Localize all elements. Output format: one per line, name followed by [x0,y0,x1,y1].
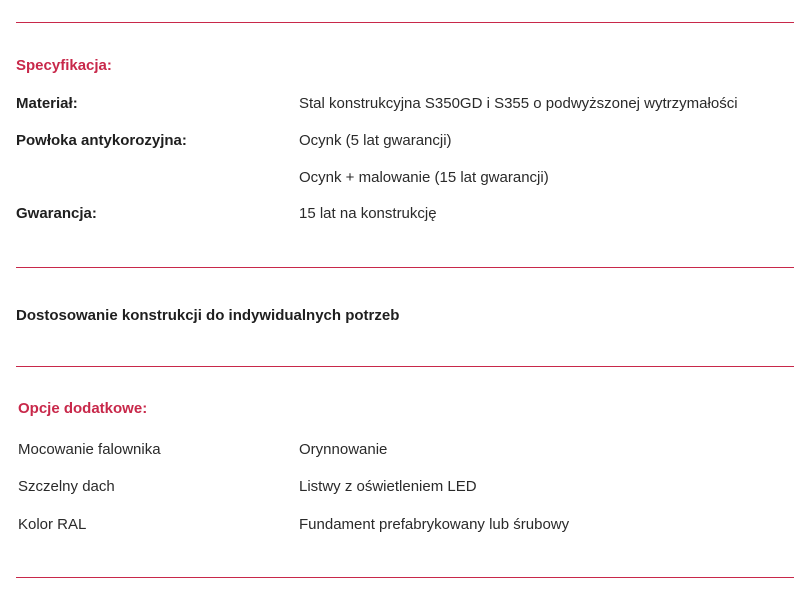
coating-label: Powłoka antykorozyjna: [16,132,187,149]
material-value: Stal konstrukcyjna S350GD i S355 o podwyższonej wytrzymałości [299,95,738,112]
warranty-value: 15 lat na konstrukcję [299,205,437,222]
spec-heading: Specyfikacja: [16,57,112,74]
divider-bottom [16,577,794,578]
coating-value-2: Ocynk + malowanie (15 lat gwarancji) [299,169,549,186]
material-label: Materiał: [16,95,78,112]
customization-text: Dostosowanie konstrukcji do indywidualnych potrzeb [16,307,400,324]
divider-middle-2 [16,366,794,367]
options-heading: Opcje dodatkowe: [18,400,148,417]
divider-middle-1 [16,267,794,268]
option-right-2: Listwy z oświetleniem LED [299,478,477,495]
coating-value-1: Ocynk (5 lat gwarancji) [299,132,452,149]
warranty-label: Gwarancja: [16,205,97,222]
option-left-1: Mocowanie falownika [18,441,161,458]
divider-top [16,22,794,23]
option-left-3: Kolor RAL [18,516,87,533]
option-left-2: Szczelny dach [18,478,115,495]
option-right-3: Fundament prefabrykowany lub śrubowy [299,516,570,533]
option-right-1: Orynnowanie [299,441,388,458]
